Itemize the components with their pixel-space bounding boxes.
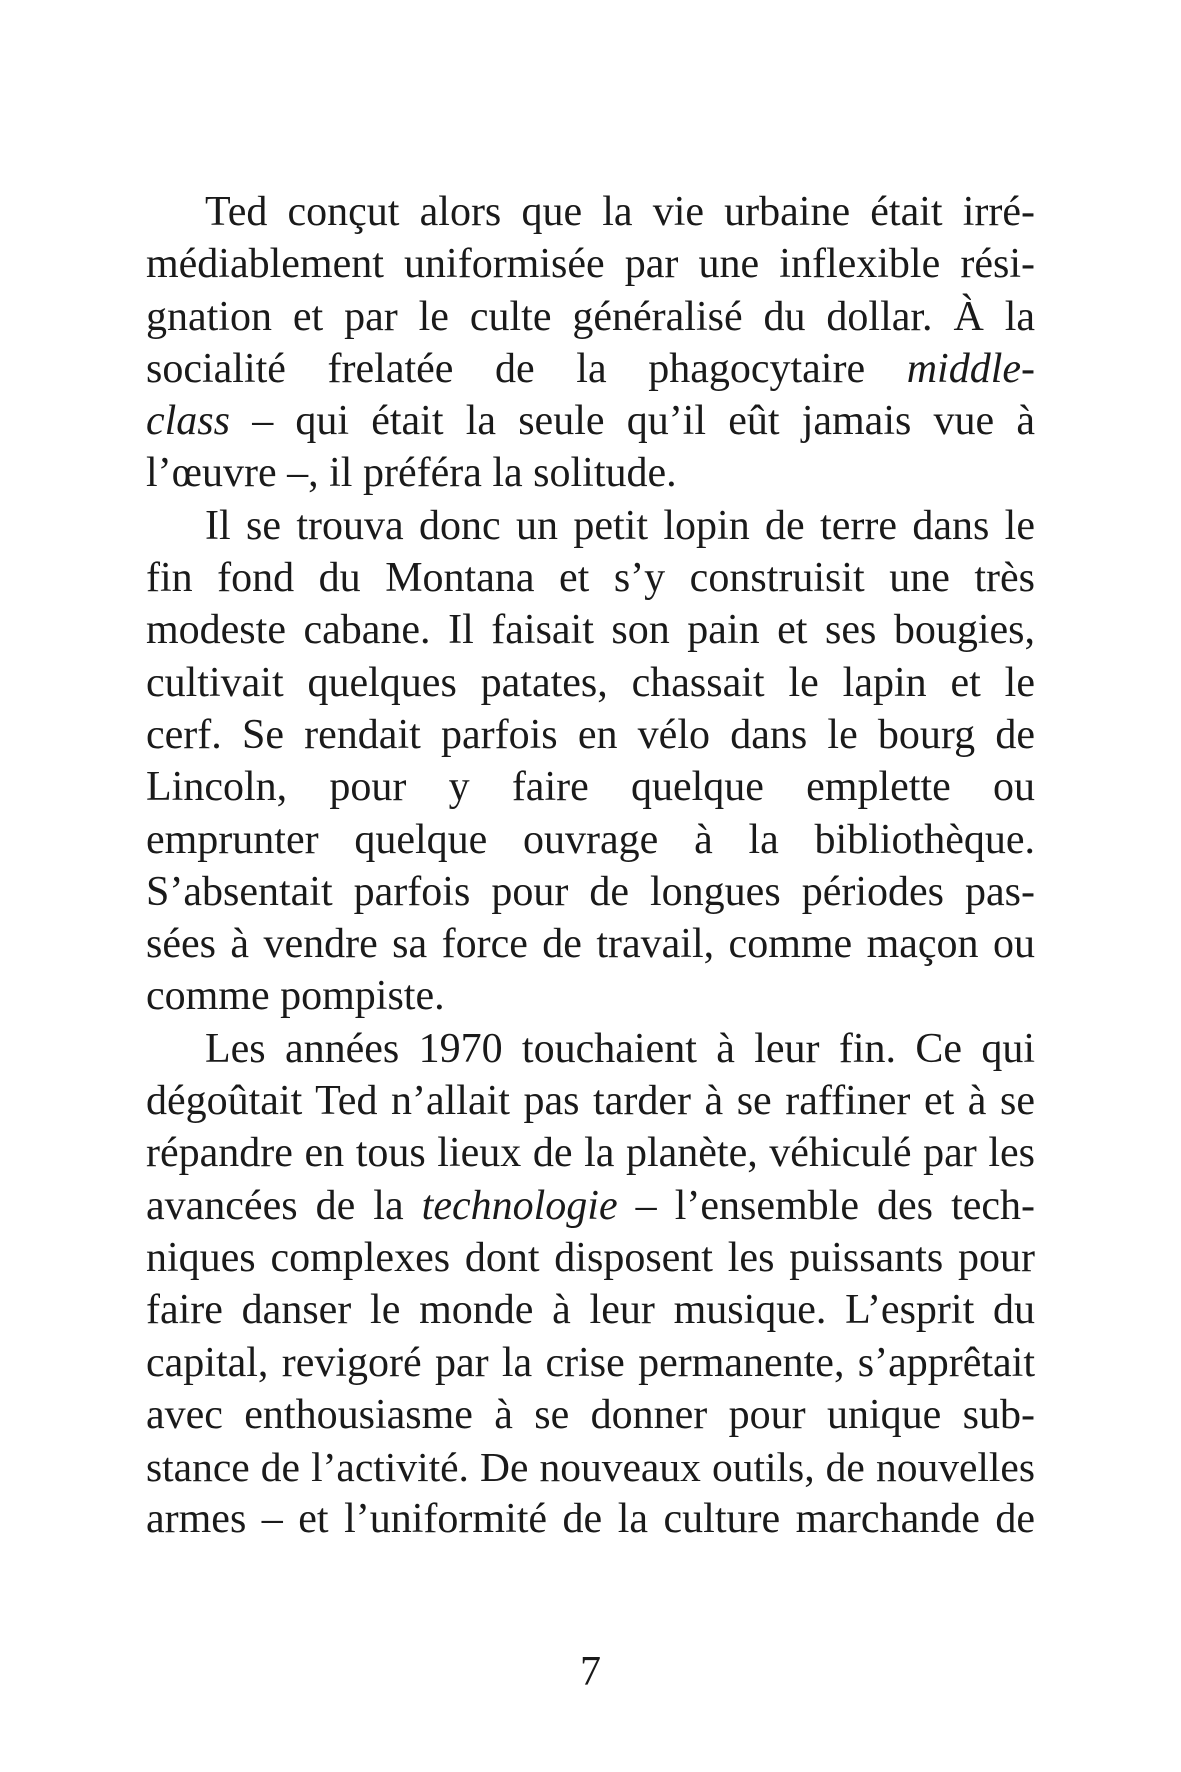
text-line	[146, 447, 1035, 499]
text-segment: dégoûtait Ted n’allait pas tarder à se raffiner et à se	[146, 1078, 1035, 1125]
text-line	[146, 1337, 1035, 1389]
text-line	[146, 709, 1035, 761]
text-line	[146, 343, 1035, 395]
text-line	[146, 761, 1035, 813]
text-segment: comme pompiste.	[146, 973, 445, 1020]
text-line	[146, 657, 1035, 709]
text-segment: socialité frelatée de la phagocytaire	[146, 345, 907, 392]
text-segment: niques complexes dont disposent les puissants pour	[146, 1234, 1035, 1281]
text-segment: avec enthousiasme à se donner pour unique sub-	[146, 1391, 1035, 1438]
text-line	[146, 291, 1035, 343]
text-segment: cultivait quelques patates, chassait le lapin et le	[146, 659, 1035, 706]
italic-text: middle-	[906, 345, 1035, 392]
text-segment: S’absentait parfois pour de longues périodes pas-	[146, 868, 1035, 915]
text-segment: – l’ensemble des tech-	[617, 1182, 1036, 1229]
text-segment: médiablement uniformisée par une inflexible rési-	[146, 241, 1035, 288]
text-line	[146, 1441, 1035, 1493]
text-line	[146, 1180, 1035, 1232]
text-segment: gnation et par le culte généralisé du dollar. À la	[146, 293, 1035, 340]
text-line	[146, 918, 1035, 970]
text-line	[146, 186, 1035, 238]
page-number: 7	[580, 1649, 601, 1695]
text-line	[146, 500, 1035, 552]
text-line	[146, 814, 1035, 866]
text-segment: modeste cabane. Il faisait son pain et ses bougies,	[146, 607, 1035, 654]
text-segment: Lincoln, pour y faire quelque emplette ou	[146, 764, 1035, 811]
text-segment: avancées de la	[146, 1182, 422, 1229]
text-line	[146, 1389, 1035, 1441]
text-segment: répandre en tous lieux de la planète, véhiculé par les	[146, 1130, 1035, 1177]
text-segment: Il se trouva donc un petit lopin de terre dans le	[205, 502, 1035, 549]
text-segment: l’œuvre –, il préféra la solitude.	[146, 450, 677, 497]
text-line	[146, 1023, 1035, 1075]
text-line	[146, 970, 1035, 1022]
body-text	[146, 186, 1035, 1546]
text-line	[146, 1127, 1035, 1179]
text-segment: Ted conçut alors que la vie urbaine était irré-	[205, 189, 1035, 235]
text-line	[146, 238, 1035, 290]
text-segment: capital, revigoré par la crise permanente, s’apprêtait	[146, 1339, 1035, 1386]
italic-text: technologie	[421, 1182, 618, 1229]
text-segment: stance de l’activité. De nouveaux outils, de nouvelles	[146, 1444, 1035, 1491]
text-segment: armes – et l’uniformité de la culture marchande de	[146, 1496, 1035, 1543]
text-segment: Les années 1970 touchaient à leur fin. Ce qui	[205, 1025, 1035, 1072]
text-line	[146, 1493, 1035, 1545]
text-line	[146, 1284, 1035, 1336]
text-line	[146, 1075, 1035, 1127]
text-line	[146, 604, 1035, 656]
text-segment: cerf. Se rendait parfois en vélo dans le bourg de	[146, 711, 1035, 758]
text-segment: emprunter quelque ouvrage à la bibliothèque.	[146, 816, 1035, 863]
text-segment: faire danser le monde à leur musique. L’esprit du	[146, 1287, 1035, 1334]
text-line	[146, 395, 1035, 447]
text-line	[146, 866, 1035, 918]
text-segment: sées à vendre sa force de travail, comme maçon ou	[146, 921, 1035, 968]
text-segment: – qui était la seule qu’il eût jamais vue à	[230, 398, 1035, 445]
text-line	[146, 1232, 1035, 1284]
italic-text: class	[146, 398, 230, 445]
text-segment: fin fond du Montana et s’y construisit une très	[146, 555, 1035, 602]
text-line	[146, 552, 1035, 604]
